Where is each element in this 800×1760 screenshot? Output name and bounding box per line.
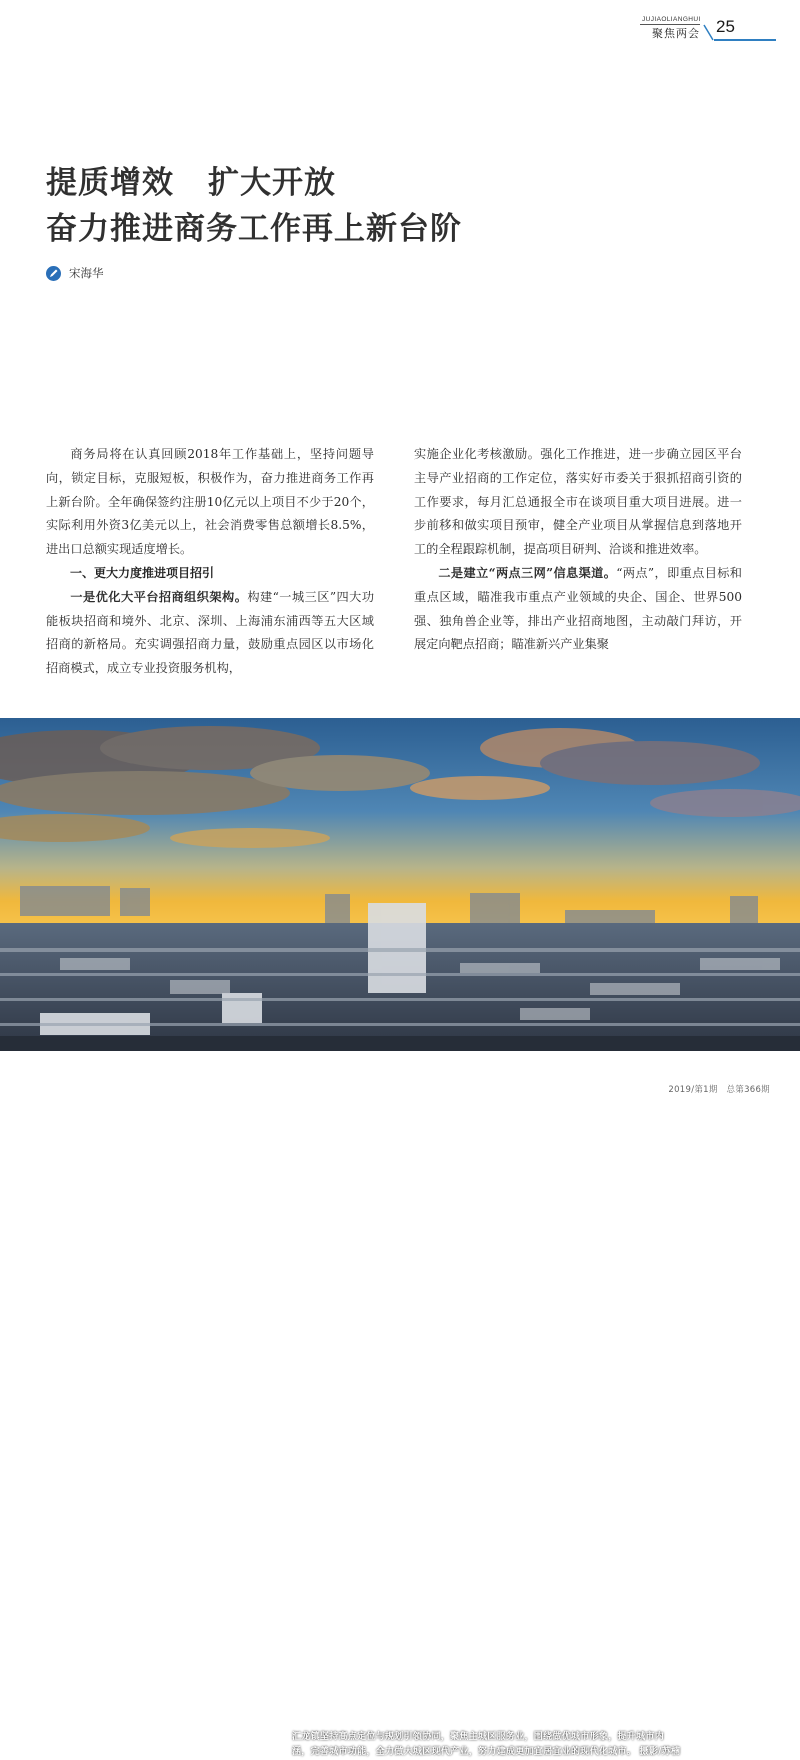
item-2-lead: 二是建立“两点三网”信息渠道。 [438,565,617,580]
item-1-lead: 一是优化大平台招商组织架构。 [70,589,248,604]
photo-caption [292,1730,772,1760]
paragraph-item-1-continued: 实施企业化考核激励。强化工作推进，进一步确立园区平台主导产业招商的工作定位，落实好市委关于狠抓招商引资的工作要求，每月汇总通报全市在谈项目重大项目进展。进一步前移和做实项目预审，健全产业项目从掌握信息到落地开工的全程跟踪机制，提高项目研判、洽谈和推进效率。 [414,447,742,557]
header-slash-decoration [702,25,714,41]
title-line-1 [46,160,462,206]
caption-line-2: 涵，完善城市功能，全力做大城区现代产业，努力建成更加宜居宜业的现代化城市。 摄影/苏楠 [292,1747,681,1757]
caption-line-1: 汇龙镇坚持高点定位与规划引领协同，聚焦主城区服务业，围绕做优城市形象，提升城市内 [292,1732,665,1742]
photo-illustration [0,718,800,1051]
title-line-2: 奋力推进商务工作再上新台阶 [46,211,462,247]
page-header [640,14,780,42]
body-column-right [414,443,742,657]
paragraph-item-2 [414,562,742,657]
item-2-text: “两点”，即重点目标和重点区域，瞄准我市重点产业领域的央企、国企、世界500强、独角兽企业等，排出产业招商地图，主动敲门拜访，开展定向靶点招商；瞄准新兴产业集聚 [414,565,742,652]
article-title [46,160,462,252]
section-pinyin: JUJIAOLIANGHUI [642,16,701,23]
page-number: 25 [716,17,735,36]
section-name: 聚焦两会 [652,27,700,40]
body-column-left [46,443,374,681]
pen-icon [46,266,61,281]
issue-footer: 2019/第1期 总第366期 [668,1085,770,1095]
section-heading-1: 一、更大力度推进项目招引 [70,565,215,580]
item-1-text: 构建“一城三区”四大功能板块招商和境外、北京、深圳、上海浦东浦西等五大区域招商的新格局。充实调强招商力量，鼓励重点园区以市场化招商模式，成立专业投资服务机构， [46,589,375,676]
author-byline [46,264,104,282]
paragraph-item-1 [46,586,374,681]
title-part-2: 扩大开放 [208,165,336,201]
title-part-1: 提质增效 [46,165,174,201]
author-name: 宋海华 [69,266,104,280]
header-rule [714,39,776,41]
paragraph-intro: 商务局将在认真回顾2018年工作基础上，坚持问题导向，锁定目标，克服短板，积极作为，奋力推进商务工作再上新台阶。全年确保签约注册10亿元以上项目不少于20个，实际利用外资3亿美元以上，社会消费零售总额增长8.5%，进出口总额实现适度增长。 [46,447,374,557]
